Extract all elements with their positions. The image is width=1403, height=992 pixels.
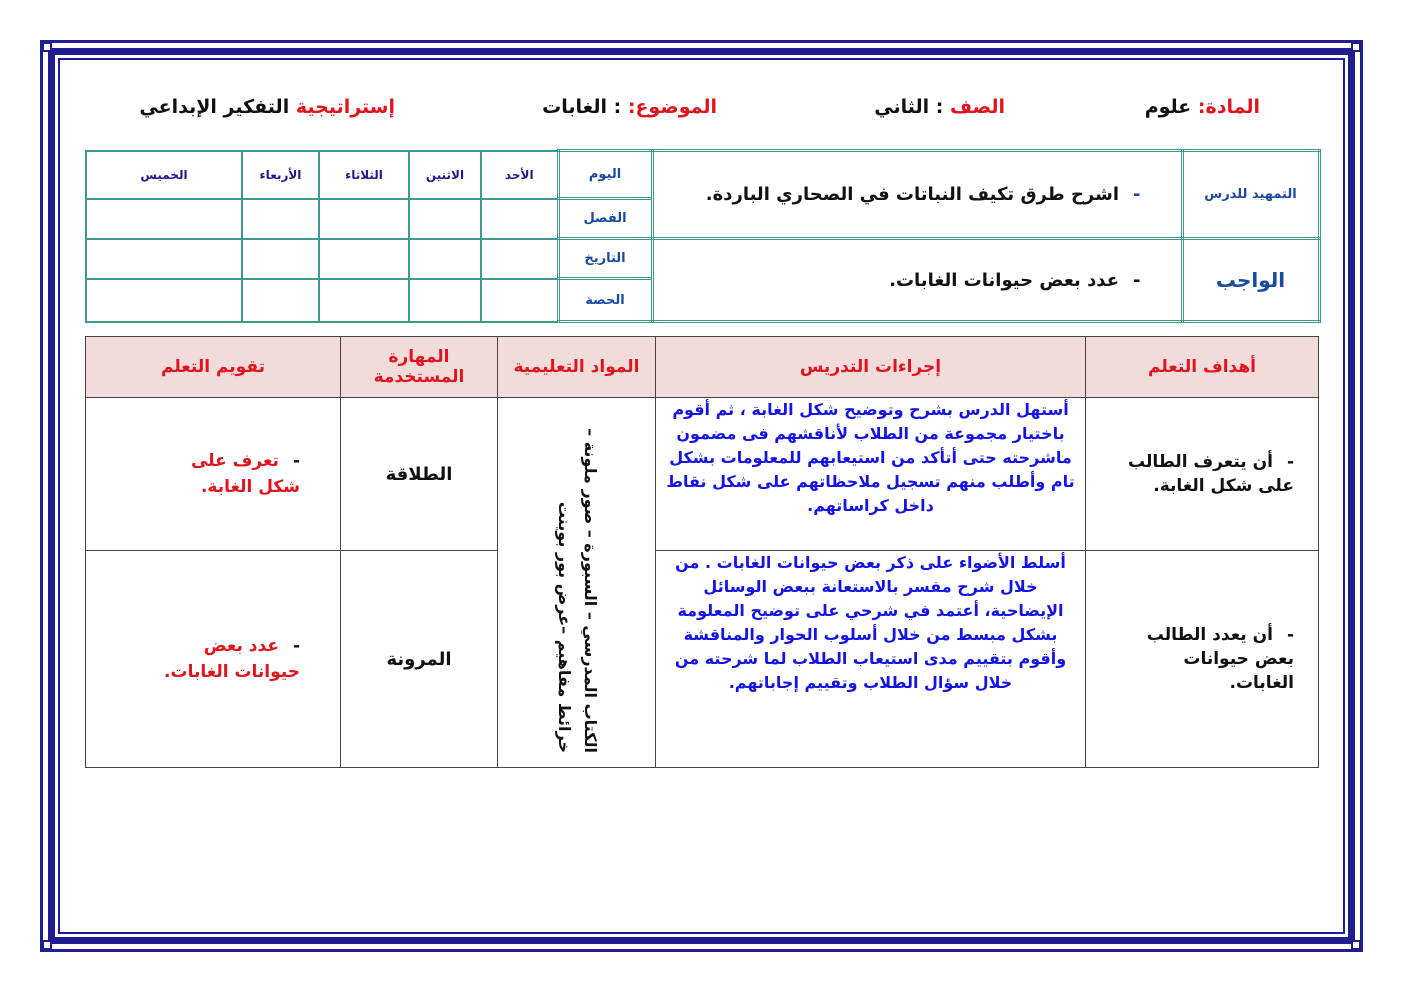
schedule-cell xyxy=(86,279,242,322)
topic-field xyxy=(542,96,717,126)
table-row xyxy=(86,551,1319,768)
schedule-cell xyxy=(319,279,409,322)
row-label-period: الحصة xyxy=(558,279,652,322)
schedule-cell xyxy=(409,279,481,322)
schedule-cell xyxy=(86,199,242,239)
schedule-cell xyxy=(409,199,481,239)
materials-cell xyxy=(498,398,656,768)
schedule-cell xyxy=(409,239,481,279)
strategy-value: التفكير الإبداعي xyxy=(139,96,290,118)
intro-text: اشرح طرق تكيف النباتات في الصحاري الباردة. xyxy=(705,184,1120,205)
intro-label: التمهيد للدرس xyxy=(1182,151,1319,239)
procedure-cell: أستهل الدرس بشرح وتوضيح شكل الغابة ، ثم أقوم باختيار مجموعة من الطلاب لأناقشهم فى مضمون ماشرحته حتى أتأكد من استيعابهم للمعلومات بشكل تام وأطلب منهم تسجيل ملاحظاتهم على شكل نقاط داخل كراساتهم. xyxy=(656,398,1086,551)
evaluation-text: تعرف على شكل الغابة. xyxy=(190,451,300,497)
evaluation-dash: - xyxy=(292,451,300,471)
homework-text-cell xyxy=(652,239,1182,322)
schedule-cell xyxy=(242,199,319,239)
goal-text: أن يتعرف الطالب على شكل الغابة. xyxy=(1127,452,1294,496)
row-label-class: الفصل xyxy=(558,199,652,239)
materials-text: الكتاب المدرسي – السبورة – صور ملونة – خرائط مفاهيم –عرض بور بوينت xyxy=(554,427,600,753)
homework-dash: - xyxy=(1133,269,1141,291)
corner-ornament xyxy=(42,940,52,950)
evaluation-cell xyxy=(86,551,341,768)
goal-dash: - xyxy=(1286,452,1294,472)
evaluation-text: عدد بعض حيوانات الغابات. xyxy=(164,636,300,682)
table-row xyxy=(86,398,1319,551)
subject-label: المادة: xyxy=(1197,96,1260,118)
intro-text-cell xyxy=(652,151,1182,239)
corner-ornament xyxy=(1351,42,1361,52)
topic-label: الموضوع: xyxy=(627,96,717,118)
corner-ornament xyxy=(1351,940,1361,950)
strategy-field xyxy=(139,96,395,126)
schedule-cell xyxy=(481,279,558,322)
subject-value: علوم xyxy=(1144,96,1192,118)
grade-label: الصف xyxy=(950,96,1005,118)
grade-value: : الثاني xyxy=(874,96,944,118)
schedule-cell xyxy=(481,239,558,279)
grade-field xyxy=(874,96,1005,126)
schedule-cell xyxy=(481,199,558,239)
goal-cell xyxy=(1086,551,1319,768)
corner-ornament xyxy=(42,42,52,52)
intro-dash: - xyxy=(1133,184,1141,205)
header-goals: أهداف التعلم xyxy=(1086,337,1319,398)
goal-text: أن يعدد الطالب بعض حيوانات الغابات. xyxy=(1146,625,1294,693)
row-label-day: اليوم xyxy=(558,151,652,199)
goal-dash: - xyxy=(1286,625,1294,645)
schedule-cell xyxy=(319,199,409,239)
schedule-cell xyxy=(86,239,242,279)
lesson-schedule-table xyxy=(85,149,1321,323)
header-skill: المهارة المستخدمة xyxy=(341,337,498,398)
strategy-label: إستراتيجية xyxy=(295,96,395,118)
schedule-cell xyxy=(319,239,409,279)
evaluation-cell xyxy=(86,398,341,551)
day-thursday: الخميس xyxy=(86,151,242,199)
schedule-cell xyxy=(242,279,319,322)
procedure-cell: أسلط الأضواء على ذكر بعض حيوانات الغابات . من خلال شرح مفسر بالاستعانة ببعض الوسائل الإيضاحية، أعتمد في شرحي على توضيح المعلومة بشكل مبسط من خلال أسلوب الحوار والمناقشة وأقوم بتقييم مدى استيعاب الطلاب لما شرحته من خلال سؤال الطلاب وتقييم إجاباتهم. xyxy=(656,551,1086,768)
day-monday: الاثنين xyxy=(409,151,481,199)
header-evaluation: تقويم التعلم xyxy=(86,337,341,398)
lesson-plan-table xyxy=(85,336,1319,768)
day-wednesday: الأربعاء xyxy=(242,151,319,199)
skill-cell: الطلاقة xyxy=(341,398,498,551)
homework-label: الواجب xyxy=(1182,239,1319,322)
skill-cell: المرونة xyxy=(341,551,498,768)
schedule-cell xyxy=(242,239,319,279)
homework-text: عدد بعض حيوانات الغابات. xyxy=(889,269,1120,291)
header-materials: المواد التعليمية xyxy=(498,337,656,398)
goal-cell xyxy=(1086,398,1319,551)
evaluation-dash: - xyxy=(292,636,300,656)
day-sunday: الأحد xyxy=(481,151,558,199)
row-label-date: التاريخ xyxy=(558,239,652,279)
subject-field xyxy=(1145,96,1260,126)
topic-value: : الغابات xyxy=(542,96,622,118)
header-procedures: إجراءات التدريس xyxy=(656,337,1086,398)
day-tuesday: الثلاثاء xyxy=(319,151,409,199)
